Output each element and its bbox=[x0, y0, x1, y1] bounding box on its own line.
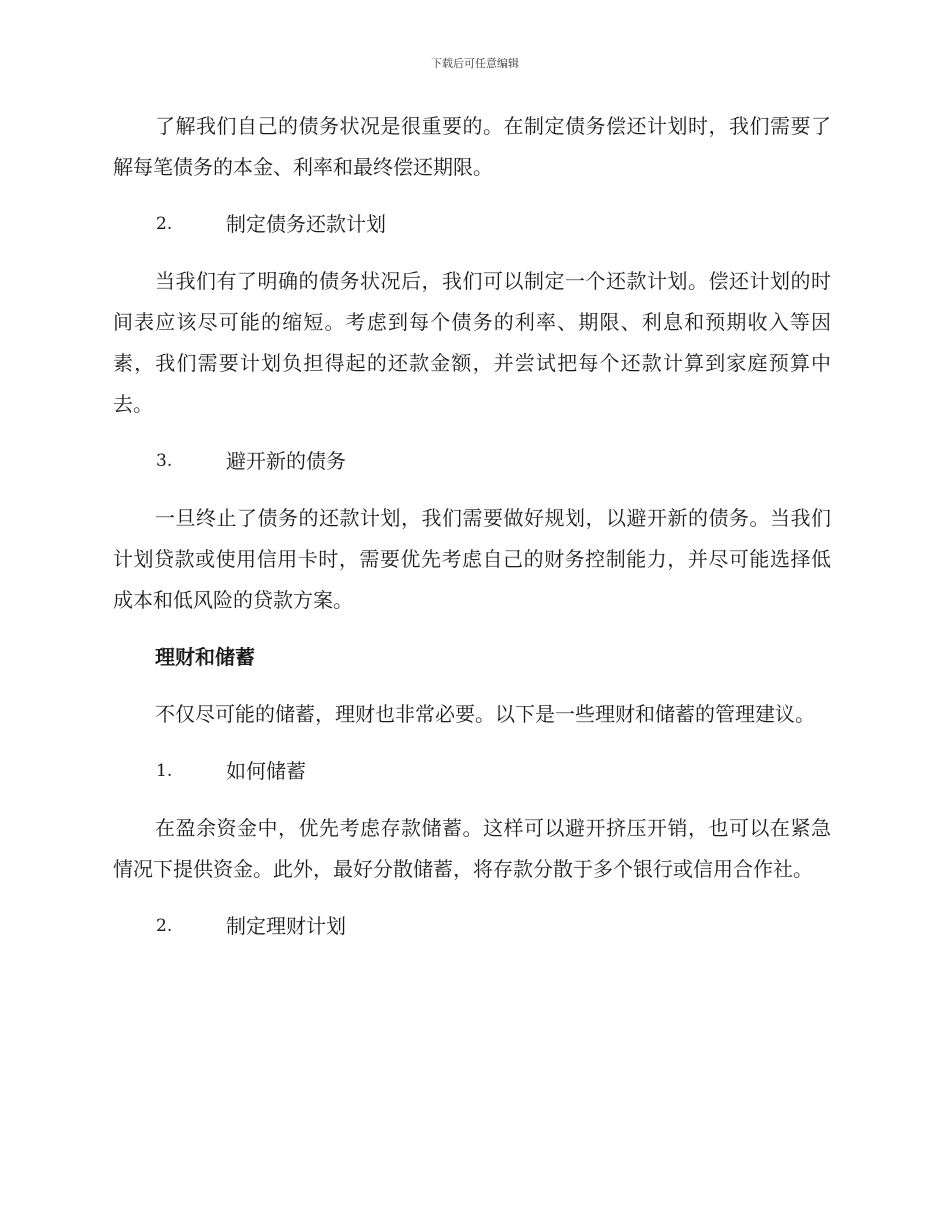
list-item-finance-plan bbox=[113, 906, 831, 947]
list-number: 1. bbox=[156, 761, 173, 781]
section-heading-finance-savings: 理财和储蓄 bbox=[155, 645, 255, 669]
list-number: 3. bbox=[156, 451, 173, 471]
list-label: 制定债务还款计划 bbox=[226, 212, 386, 236]
list-label: 避开新的债务 bbox=[226, 449, 346, 473]
paragraph-avoid-new-debt: 一旦终止了债务的还款计划，我们需要做好规划，以避开新的债务。当我们计划贷款或使用信用卡时，需要优先考虑自己的财务控制能力，并尽可能选择低成本和低风险的贷款方案。 bbox=[113, 506, 831, 612]
page-header: 下载后可任意编辑 bbox=[431, 57, 519, 70]
paragraph-debt-status: 了解我们自己的债务状况是很重要的。在制定债务偿还计划时，我们需要了解每笔债务的本金、利率和最终偿还期限。 bbox=[113, 114, 831, 179]
list-label: 如何储蓄 bbox=[226, 759, 306, 783]
list-item-how-to-save bbox=[113, 751, 831, 792]
list-label: 制定理财计划 bbox=[226, 914, 346, 938]
paragraph-repayment-plan: 当我们有了明确的债务状况后，我们可以制定一个还款计划。偿还计划的时间表应该尽可能的缩短。考虑到每个债务的利率、期限、利息和预期收入等因素，我们需要计划负担得起的还款金额，并尝试把每个还款计算到家庭预算中去。 bbox=[113, 269, 831, 416]
list-number: 2. bbox=[156, 214, 173, 234]
document-body bbox=[113, 106, 831, 963]
list-item-avoid-new-debt bbox=[113, 441, 831, 482]
paragraph-finance-intro: 不仅尽可能的储蓄，理财也非常必要。以下是一些理财和储蓄的管理建议。 bbox=[155, 702, 815, 726]
list-item-repayment-plan bbox=[113, 204, 831, 245]
list-number: 2. bbox=[156, 916, 173, 936]
paragraph-how-to-save: 在盈余资金中，优先考虑存款储蓄。这样可以避开挤压开销，也可以在紧急情况下提供资金。此外，最好分散储蓄，将存款分散于多个银行或信用合作社。 bbox=[113, 816, 831, 881]
